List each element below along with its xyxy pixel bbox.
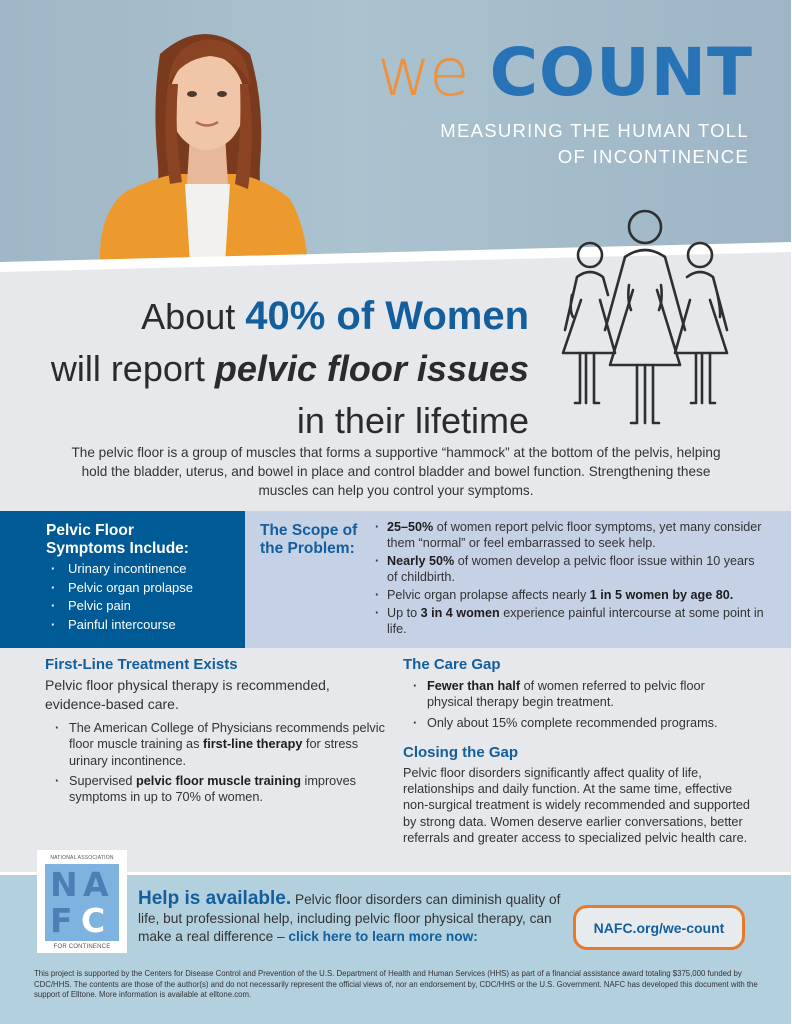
scope-item-bold: 3 in 4 women xyxy=(420,606,500,621)
headline-prefix-2: will report xyxy=(50,348,215,389)
scope-item-bold: 1 in 5 women by age 80. xyxy=(589,588,734,603)
symptoms-scope-band xyxy=(0,511,791,648)
headline-emphasis: pelvic floor issues xyxy=(214,348,529,389)
nafc-logo-top-text: NATIONAL ASSOCIATION xyxy=(50,855,114,861)
learn-more-link[interactable]: click here to learn more now: xyxy=(288,929,478,944)
three-women-icon xyxy=(555,205,735,430)
symptom-item: · Painful intercourse xyxy=(46,616,245,635)
first-line-title: First-Line Treatment Exists xyxy=(45,656,238,673)
closing-gap-section xyxy=(403,743,753,846)
item-bold: Fewer than half xyxy=(427,679,521,693)
tagline-line-1: MEASURING THE HUMAN TOLL xyxy=(440,120,749,141)
we-count-logo xyxy=(377,34,753,111)
scope-item-text: of women report pelvic floor symptoms, yet many consider them “normal” or feel embarrassed to seek help. xyxy=(387,520,762,550)
scope-item-text: experience painful intercourse at some point in life. xyxy=(387,606,764,637)
help-heading: Help is available. xyxy=(138,888,292,909)
intro-paragraph: The pelvic floor is a group of muscles that forms a supportive “hammock” at the bottom of the pelvis, helping hold the bladder, uterus, and bowel in place and control bladder and bowel function. Strengthening these muscles can help you control your symptoms. xyxy=(71,445,721,498)
scope-list xyxy=(375,520,765,641)
care-gap-section xyxy=(403,655,753,846)
item-text: of women referred to pelvic floor physical therapy begin treatment. xyxy=(427,679,705,710)
first-line-lead: Pelvic floor physical therapy is recommended, evidence-based care. xyxy=(45,677,330,712)
tagline-line-2: OF INCONTINENCE xyxy=(557,146,749,167)
logo-we: we xyxy=(377,34,468,111)
scope-item xyxy=(375,606,765,638)
item-text: Only about 15% complete recommended programs. xyxy=(427,715,718,730)
headline-line-3: in their lifetime xyxy=(296,400,529,441)
closing-gap-text: Pelvic floor disorders significantly affect quality of life, relationships and daily function. At the same time, effective non-surgical treatment is widely recommended and supported by strong data. Women deserve earlier conversations, better referrals and greater access to specialized pelvic health care. xyxy=(403,765,750,846)
item-bold: first-line therapy xyxy=(202,737,303,752)
nafc-letter: F xyxy=(50,901,73,940)
symptoms-title-line-1: Pelvic Floor xyxy=(46,522,134,539)
first-line-item xyxy=(45,773,390,806)
scope-title xyxy=(260,522,357,558)
headline-prefix-1: About xyxy=(141,296,246,337)
item-text: improves symptoms in up to 70% of women. xyxy=(69,773,356,805)
first-line-list xyxy=(45,720,390,805)
scope-title-line-1: The Scope of xyxy=(260,522,358,539)
scope-item-text: Pelvic organ prolapse affects nearly xyxy=(387,588,590,603)
headline xyxy=(51,290,529,447)
symptoms-list xyxy=(46,560,245,634)
nafc-letter: N xyxy=(50,865,78,904)
funding-footnote: This project is supported by the Centers for Disease Control and Prevention of the U.S. Department of Health and Human Services (HHS) as part of a financial assistance award totaling $375,000 funded by CDC/HHS. The contents are those of the author(s) and do not necessarily represent the official views of, nor an endorsement by, CDC/HHS or the U.S. Government. NAFC has developed this document with the support of Elltone. More information is available at elltone.com. xyxy=(34,969,758,1000)
first-line-treatment-section xyxy=(45,655,390,809)
closing-gap-title: Closing the Gap xyxy=(403,743,519,761)
nafc-logo xyxy=(37,850,127,953)
logo-count: COUNT xyxy=(489,34,753,111)
care-gap-list xyxy=(403,678,753,731)
scope-item-bold: Nearly 50% xyxy=(387,554,455,569)
scope-title-line-2: the Problem: xyxy=(260,540,355,557)
nafc-letter: A xyxy=(83,865,109,904)
nafc-logo-mark xyxy=(45,864,119,941)
item-bold: pelvic floor muscle training xyxy=(136,773,301,788)
care-gap-item xyxy=(403,678,753,711)
symptom-item: · Pelvic organ prolapse xyxy=(46,579,245,598)
help-text xyxy=(138,890,568,947)
scope-item-text: of women develop a pelvic floor issue within 10 years of childbirth. xyxy=(387,554,755,584)
symptom-item: · Pelvic pain xyxy=(46,597,245,616)
care-gap-item xyxy=(403,715,753,731)
care-gap-title: The Care Gap xyxy=(403,656,501,673)
scope-item xyxy=(375,520,765,552)
scope-item xyxy=(375,554,765,586)
symptoms-panel xyxy=(0,511,245,648)
help-body: Pelvic floor disorders can diminish quality of life, but professional help, including pelvic floor physical therapy, can make a real difference – xyxy=(138,892,561,944)
nafc-url-button[interactable]: NAFC.org/we-count xyxy=(573,905,745,950)
item-text: for stress urinary incontinence. xyxy=(69,737,359,768)
scope-item-bold: 25–50% xyxy=(387,520,434,534)
nafc-logo-bottom-text: FOR CONTINENCE xyxy=(53,944,111,950)
item-text: Supervised xyxy=(69,773,136,788)
symptom-item: · Urinary incontinence xyxy=(46,560,245,579)
scope-item-text: Up to xyxy=(387,606,421,621)
nafc-letter: C xyxy=(81,901,106,940)
headline-stat: 40% of Women xyxy=(245,294,529,338)
first-line-item xyxy=(45,720,390,769)
symptoms-title xyxy=(46,522,245,558)
symptoms-title-line-2: Symptoms Include: xyxy=(46,540,189,557)
scope-item xyxy=(375,588,765,604)
tagline xyxy=(440,118,749,170)
item-text: The American College of Physicians recommends pelvic floor muscle training as xyxy=(69,721,385,752)
